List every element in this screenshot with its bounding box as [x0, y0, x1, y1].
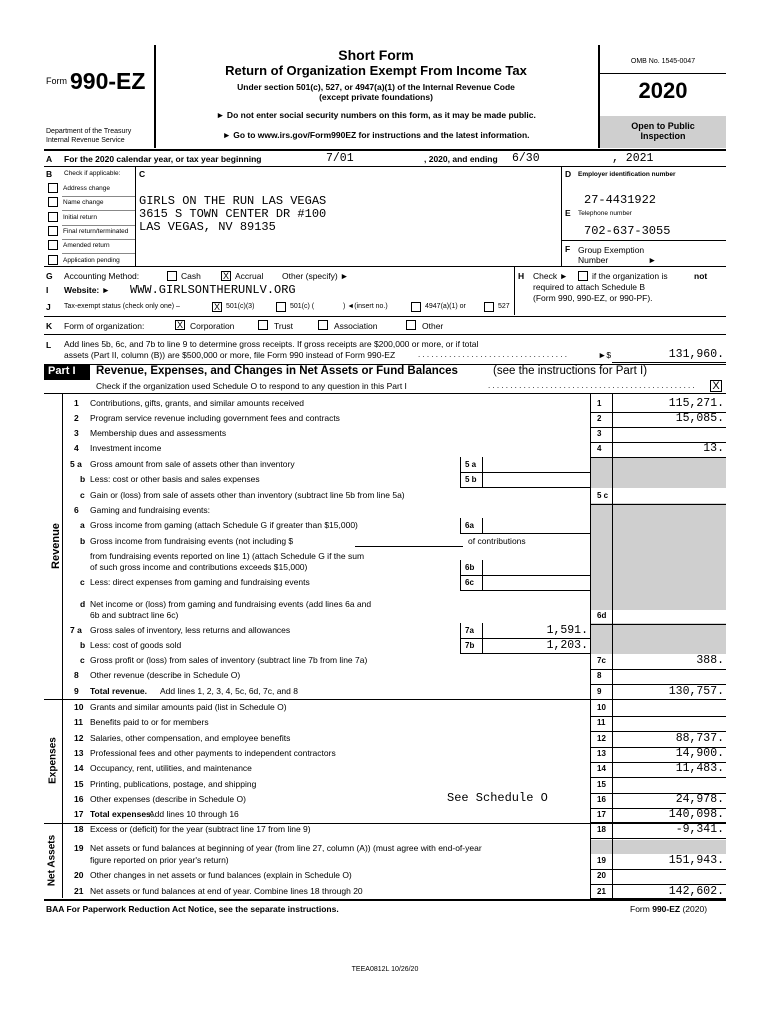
- line-number: b: [80, 474, 86, 484]
- line-value[interactable]: 142,602.: [668, 885, 724, 898]
- line-text: Less: cost of goods sold: [90, 640, 182, 650]
- line-number: 6: [74, 505, 79, 515]
- line-text: of such gross income and contributions exceeds $15,000): [90, 562, 308, 572]
- line-number: 1: [74, 398, 79, 408]
- association-label: Association: [334, 321, 378, 331]
- section-b-checkbox[interactable]: [48, 240, 58, 250]
- footer-code: TEEA0812L 10/26/20: [351, 966, 419, 973]
- part1-label: Part I: [44, 364, 90, 380]
- line-text: Total expenses.: [90, 809, 154, 819]
- line-text: Gain or (loss) from sale of assets other than inventory (subtract line 5b from line 5a): [90, 490, 405, 500]
- line-box-label: 1: [597, 399, 602, 408]
- line-value[interactable]: 24,978.: [675, 793, 724, 806]
- line-h-not: not: [694, 271, 708, 281]
- line-text: Membership dues and assessments: [90, 428, 227, 438]
- line-text: Gross sales of inventory, less returns and allowances: [90, 625, 291, 635]
- 527-checkbox[interactable]: [484, 302, 494, 312]
- line-text: figure reported on prior year's return): [90, 855, 229, 865]
- line-number: 2: [74, 413, 79, 423]
- line-h-text4: (Form 990, 990-EZ, or 990-PF).: [533, 293, 653, 303]
- association-checkbox[interactable]: [318, 320, 328, 330]
- line-k-text: Form of organization:: [64, 321, 145, 331]
- line-text-rest: Add lines 1, 2, 3, 4, 5c, 6d, 7c, and 8: [160, 686, 298, 696]
- section-b-checkbox[interactable]: [48, 183, 58, 193]
- line-box-label: 7b: [465, 641, 475, 650]
- tax-year-end[interactable]: 6/30: [512, 152, 540, 165]
- line-box-label: 21: [597, 887, 606, 896]
- omb-number: OMB No. 1545-0047: [630, 58, 696, 65]
- line-l-text2: assets (Part II, column (B)) are $500,000 or more, file Form 990 instead of Form 990-EZ: [64, 350, 396, 360]
- line-text: Less: cost or other basis and sales expenses: [90, 474, 260, 484]
- form-number: 990-EZ: [70, 68, 146, 94]
- line-box-label: 5 b: [465, 475, 477, 484]
- section-e-label: E: [565, 208, 571, 218]
- section-b-item-label: Application pending: [63, 256, 120, 264]
- line-text: Occupancy, rent, utilities, and maintenance: [90, 763, 252, 773]
- line-l-text1: Add lines 5b, 6c, and 7b to line 9 to determine gross receipts. If gross receipts are $200,000 or more, or if total: [64, 339, 479, 349]
- line-l-arrow: ►$: [598, 350, 612, 360]
- line-box-label: 14: [597, 764, 606, 773]
- line-box-label: 17: [597, 810, 606, 819]
- line-j-label: J: [46, 302, 51, 312]
- line-number: 9: [74, 686, 79, 696]
- title-main: Return of Organization Exempt From Income Tax: [225, 63, 527, 78]
- line-i-label: I: [46, 285, 49, 295]
- open-public-box: [600, 116, 726, 148]
- line-number: c: [80, 655, 85, 665]
- line-box-label: 7c: [597, 656, 606, 665]
- shaded-cell: [591, 840, 612, 854]
- 501c3-label: 501(c)(3): [226, 303, 255, 310]
- org-address[interactable]: 3615 S TOWN CENTER DR #100: [139, 207, 327, 221]
- section-b-checkbox[interactable]: [48, 212, 58, 222]
- line-text-contrib: of contributions: [468, 536, 526, 546]
- 501c-label: 501(c) (: [290, 303, 315, 310]
- open-public-line2: Inspection: [640, 131, 686, 141]
- footer-form-id: [630, 904, 707, 914]
- line-text: Net assets or fund balances at end of year. Combine lines 18 through 20: [90, 886, 363, 896]
- line-text: Gross income from fundraising events (not including $: [90, 536, 294, 546]
- footer-form-label: Form: [630, 904, 650, 914]
- line-l-label: L: [46, 340, 52, 350]
- net-assets-section-label: Net Assets: [46, 834, 58, 887]
- line-h-text2: if the organization is: [592, 271, 668, 281]
- shaded-cell: [613, 840, 726, 854]
- line-text: from fundraising events reported on line 1) (attach Schedule G if the sum: [90, 551, 365, 561]
- line-number: 13: [74, 748, 84, 758]
- 501c3-checkbox[interactable]: X: [213, 302, 220, 312]
- corporation-label: Corporation: [190, 321, 235, 331]
- line-number: a: [80, 520, 85, 530]
- dept-line1: Department of the Treasury: [46, 128, 132, 135]
- corporation-checkbox[interactable]: X: [176, 320, 183, 330]
- other-method-label: Other (specify) ►: [282, 271, 349, 281]
- line-number: 21: [74, 886, 84, 896]
- line-value[interactable]: 388.: [696, 654, 724, 667]
- line-j-text: Tax-exempt status (check only one) –: [64, 303, 180, 310]
- line-text: Net income or (loss) from gaming and fundraising events (add lines 6a and: [90, 599, 372, 609]
- line-text: Salaries, other compensation, and employee benefits: [90, 733, 291, 743]
- part1-title-suffix: (see the instructions for Part I): [493, 365, 648, 377]
- line-box-label: 4: [597, 444, 602, 453]
- line-a-mid: , 2020, and ending: [424, 154, 498, 164]
- trust-checkbox[interactable]: [258, 320, 268, 330]
- line-g-label: G: [46, 271, 53, 281]
- section-c-label: C: [139, 169, 146, 179]
- line-text-rest: Add lines 10 through 16: [149, 809, 239, 819]
- website-value[interactable]: WWW.GIRLSONTHERUNLV.ORG: [130, 283, 296, 297]
- line-text: Gross amount from sale of assets other than inventory: [90, 459, 295, 469]
- line-text: 6b and subtract line 6c): [90, 610, 179, 620]
- 527-label: 527: [498, 303, 510, 310]
- org-name[interactable]: GIRLS ON THE RUN LAS VEGAS: [139, 194, 327, 208]
- shaded-cell: [591, 623, 612, 654]
- line-box-label: 16: [597, 795, 606, 804]
- line-box-label: 7a: [465, 626, 474, 635]
- 4947-label: 4947(a)(1) or: [425, 303, 466, 310]
- expenses-section-label: Expenses: [47, 737, 59, 784]
- section-e-title: Telephone number: [578, 210, 632, 217]
- accrual-label: Accrual: [235, 271, 264, 281]
- line-box-label: 11: [597, 718, 606, 727]
- 501c-insert-label: ) ◄(insert no.): [343, 303, 388, 310]
- trust-label: Trust: [274, 321, 294, 331]
- phone-value[interactable]: 702-637-3055: [584, 224, 671, 238]
- line-value[interactable]: -9,341.: [675, 823, 724, 836]
- line-value[interactable]: 151,943.: [668, 854, 724, 867]
- ein-value[interactable]: 27-4431922: [584, 193, 657, 207]
- line-text: Printing, publications, postage, and shipping: [90, 779, 257, 789]
- line-value[interactable]: 15,085.: [675, 412, 724, 425]
- line-box-label: 10: [597, 703, 606, 712]
- line-value[interactable]: 13.: [703, 442, 724, 455]
- other-org-checkbox[interactable]: [406, 320, 416, 330]
- line-text: Other expenses (describe in Schedule O): [90, 794, 246, 804]
- line-box-label: 9: [597, 687, 602, 696]
- line-number: 18: [74, 824, 84, 834]
- line-k-label: K: [46, 321, 53, 331]
- line-value[interactable]: 140,098.: [668, 808, 724, 821]
- schedule-o-checkbox[interactable]: X: [710, 380, 722, 392]
- line-number: 5 a: [70, 459, 82, 469]
- section-d-label: D: [565, 169, 572, 179]
- line-number: 16: [74, 794, 84, 804]
- section-b-title: Check if applicable:: [64, 170, 121, 177]
- line-value[interactable]: 115,271.: [668, 397, 724, 410]
- line-number: 15: [74, 779, 84, 789]
- line-number: 4: [74, 443, 79, 453]
- line-text: Total revenue.: [90, 686, 147, 696]
- footer-paperwork-notice: BAA For Paperwork Reduction Act Notice, see the separate instructions.: [46, 904, 339, 914]
- gross-receipts-value[interactable]: 131,960.: [668, 348, 724, 361]
- line-i-text: Website: ►: [64, 285, 111, 295]
- section-b-item-label: Initial return: [63, 213, 97, 221]
- line-value[interactable]: 88,737.: [675, 732, 724, 745]
- line-h-check: Check ►: [533, 271, 568, 281]
- line-text: Gross income from gaming (attach Schedule G if greater than $15,000): [90, 520, 358, 530]
- line-a-label: A: [46, 154, 53, 164]
- open-public-line1: Open to Public: [631, 121, 695, 131]
- line-number: 11: [74, 717, 83, 727]
- line-box-label: 19: [597, 856, 606, 865]
- line-text: Less: direct expenses from gaming and fundraising events: [90, 577, 310, 587]
- line-box-label: 15: [597, 780, 606, 789]
- shaded-cell: [591, 503, 612, 610]
- tax-year: 2020: [638, 78, 688, 103]
- shaded-cell: [591, 457, 612, 488]
- line-number: 7 a: [70, 625, 82, 635]
- 4947-checkbox[interactable]: [411, 302, 421, 312]
- part1-title: Revenue, Expenses, and Changes in Net Assets or Fund Balances: [96, 365, 458, 377]
- line-value[interactable]: 1,203.: [546, 639, 588, 652]
- line-text: Benefits paid to or for members: [90, 717, 209, 727]
- line-value[interactable]: 11,483.: [675, 762, 724, 775]
- line-number: 14: [74, 763, 84, 773]
- instruction-ssn: ► Do not enter social security numbers on this form, as it may be made public.: [216, 110, 536, 120]
- section-f-label: F: [565, 244, 571, 254]
- title-short-form: Short Form: [338, 47, 414, 63]
- line-value[interactable]: 130,757.: [668, 685, 724, 698]
- line-box-label: 6c: [465, 578, 474, 587]
- line-value[interactable]: 1,591.: [546, 624, 588, 637]
- tax-year-end-year[interactable]: , 2021: [612, 152, 654, 165]
- line-text: Gross profit or (loss) from sales of inventory (subtract line 7b from line 7a): [90, 655, 368, 665]
- line-number: 10: [74, 702, 84, 712]
- cash-checkbox[interactable]: [167, 271, 177, 281]
- line-number: b: [80, 640, 86, 650]
- line-number: 20: [74, 870, 84, 880]
- line-box-label: 3: [597, 429, 602, 438]
- section-f-title2: Number: [578, 255, 609, 265]
- section-f-title1: Group Exemption: [578, 245, 645, 255]
- line-text: Other changes in net assets or fund balances (explain in Schedule O): [90, 870, 352, 880]
- footer-form-number: 990-EZ: [652, 904, 681, 914]
- shaded-cell: [613, 503, 726, 610]
- section-b-item-label: Name change: [63, 199, 104, 207]
- other-org-label: Other: [422, 321, 444, 331]
- line-number: c: [80, 490, 85, 500]
- line-number: d: [80, 599, 86, 609]
- section-b-label: B: [46, 169, 53, 179]
- tax-year-begin[interactable]: 7/01: [326, 152, 354, 165]
- accrual-checkbox[interactable]: X: [222, 271, 229, 281]
- line-number: 3: [74, 428, 79, 438]
- instruction-website: ► Go to www.irs.gov/Form990EZ for instructions and the latest information.: [222, 130, 530, 140]
- line-text: Gaming and fundraising events:: [90, 505, 211, 515]
- subtitle-section: Under section 501(c), 527, or 4947(a)(1) of the Internal Revenue Code: [237, 82, 515, 92]
- schedule-b-checkbox[interactable]: [578, 271, 588, 281]
- line-number: c: [80, 577, 85, 587]
- revenue-section-label: Revenue: [50, 523, 62, 569]
- cash-label: Cash: [181, 271, 201, 281]
- line-number: 12: [74, 733, 84, 743]
- line-number: 8: [74, 670, 79, 680]
- line-value[interactable]: 14,900.: [675, 747, 724, 760]
- line-text: Net assets or fund balances at beginning of year (from line 27, column (A)) (must agree with end-of-year: [90, 843, 482, 853]
- line-g-text: Accounting Method:: [64, 271, 140, 281]
- line-number: b: [80, 536, 86, 546]
- line-number: 17: [74, 809, 84, 819]
- shaded-cell: [613, 623, 726, 654]
- line-box-label: 13: [597, 749, 606, 758]
- line-box-label: 2: [597, 414, 602, 423]
- section-b-checkbox[interactable]: [48, 197, 58, 207]
- section-f-arrow: ►: [648, 255, 657, 265]
- line-text: Professional fees and other payments to independent contractors: [90, 748, 336, 758]
- line-text: Grants and similar amounts paid (list in Schedule O): [90, 702, 287, 712]
- section-b-checkbox[interactable]: [48, 255, 58, 265]
- section-b-checkbox[interactable]: [48, 226, 58, 236]
- subtitle-except: (except private foundations): [319, 92, 433, 102]
- section-b-item-label: Final return/terminated: [63, 227, 129, 235]
- section-b-item-label: Address change: [63, 185, 110, 192]
- line-box-label: 12: [597, 734, 606, 743]
- line-box-label: 8: [597, 671, 602, 680]
- line-h-label: H: [518, 271, 525, 281]
- line-box-label: 5 c: [597, 491, 609, 500]
- section-d-title: Employer identification number: [578, 171, 676, 178]
- line-a-text: For the 2020 calendar year, or tax year beginning: [64, 154, 262, 164]
- line-text: Excess or (deficit) for the year (subtract line 17 from line 9): [90, 824, 311, 834]
- shaded-cell: [613, 457, 726, 488]
- form-label: Form: [46, 76, 67, 86]
- schedule-o-note[interactable]: See Schedule O: [447, 791, 548, 805]
- line-box-label: 6a: [465, 521, 474, 530]
- line-box-label: 20: [597, 871, 606, 880]
- 501c-checkbox[interactable]: [276, 302, 286, 312]
- line-text: Other revenue (describe in Schedule O): [90, 670, 241, 680]
- line-text: Contributions, gifts, grants, and similar amounts received: [90, 398, 305, 408]
- line-box-label: 6d: [597, 611, 607, 620]
- dept-line2: Internal Revenue Service: [46, 137, 125, 144]
- line-h-text3: required to attach Schedule B: [533, 282, 645, 292]
- line-number: 19: [74, 843, 84, 853]
- line-text: Program service revenue including government fees and contracts: [90, 413, 340, 423]
- line-box-label: 6b: [465, 563, 475, 572]
- line-text: Investment income: [90, 443, 162, 453]
- section-b-item-label: Amended return: [63, 242, 110, 250]
- line-box-label: 18: [597, 825, 606, 834]
- line-box-label: 5 a: [465, 460, 477, 469]
- schedule-o-check-text: Check if the organization used Schedule O to respond to any question in this Part I: [96, 381, 407, 391]
- org-city[interactable]: LAS VEGAS, NV 89135: [139, 220, 276, 234]
- footer-form-year: (2020): [682, 904, 708, 914]
